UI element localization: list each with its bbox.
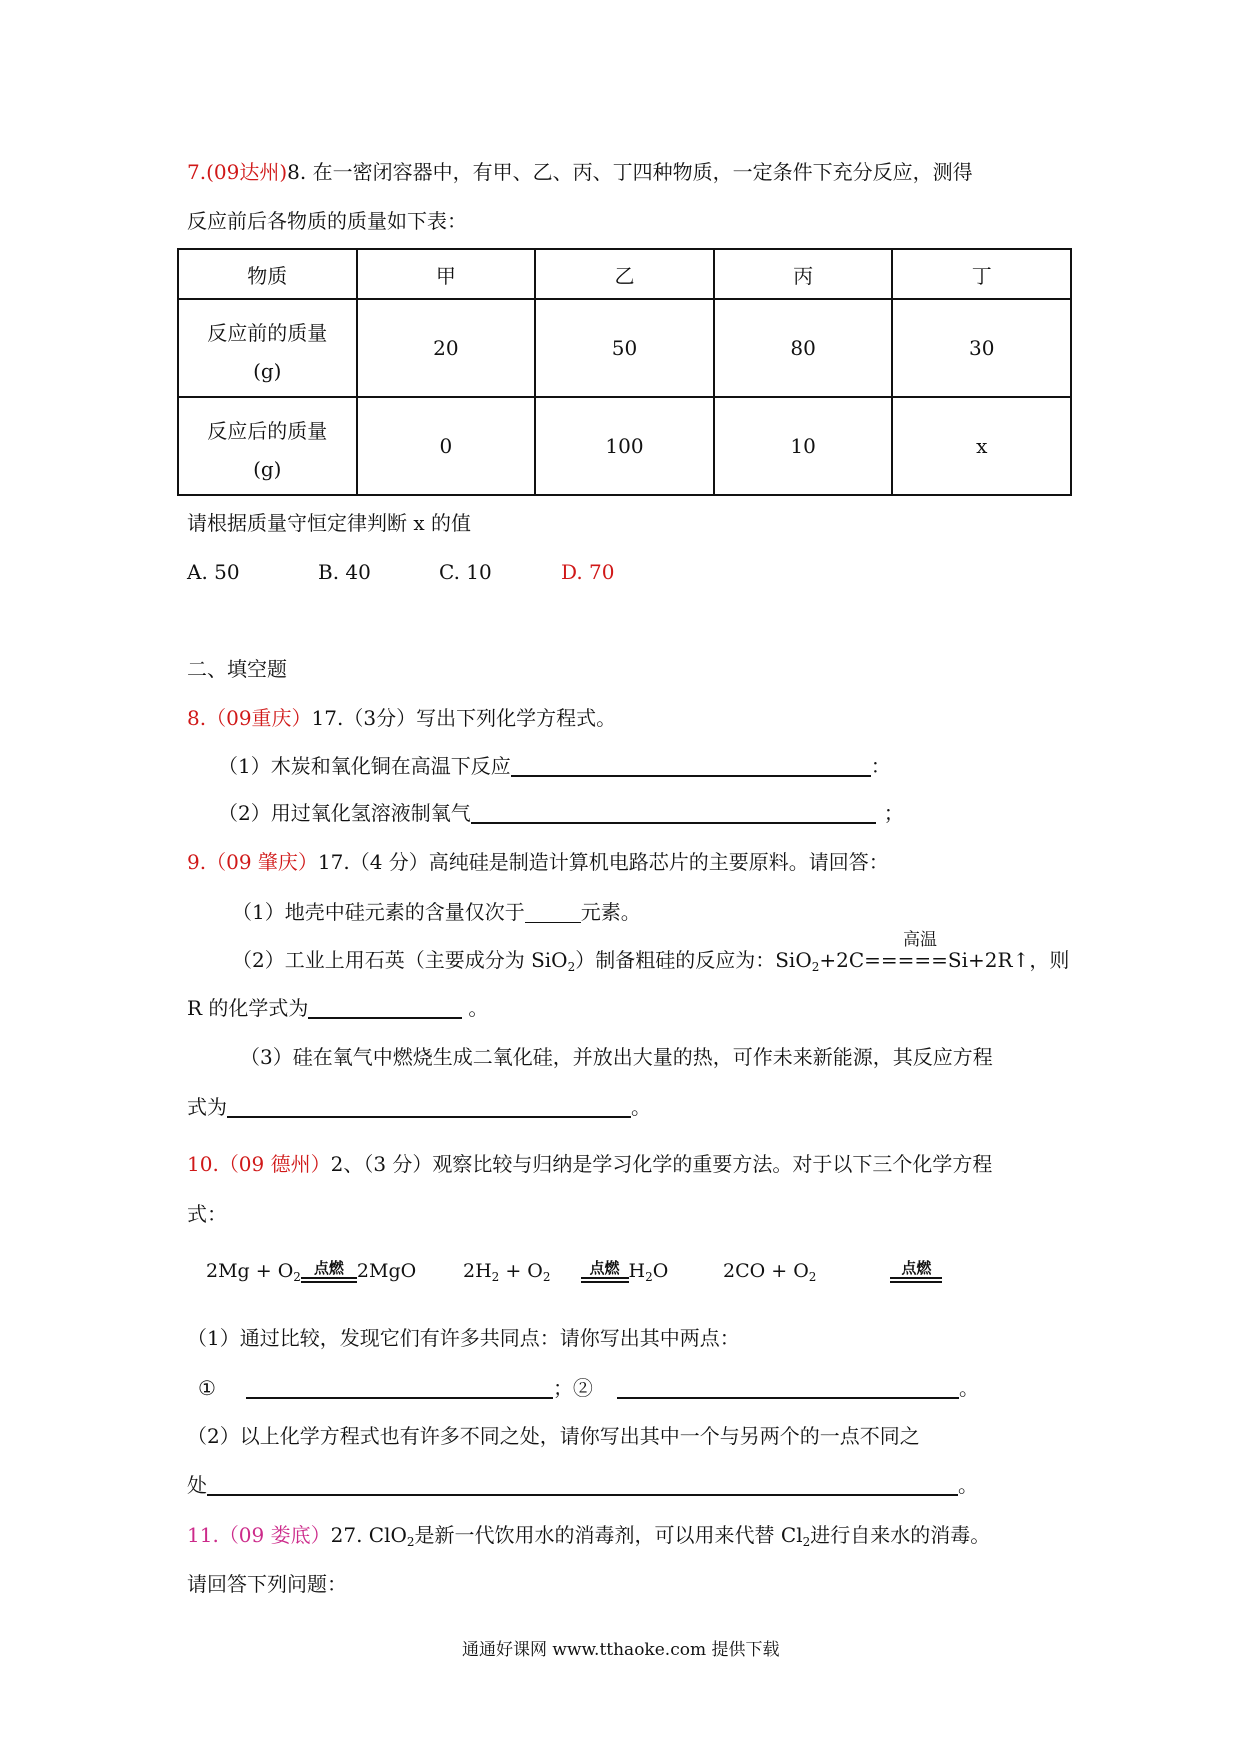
eq2-left: 2H: [463, 1260, 492, 1282]
q8-sub1-end: ：: [870, 754, 891, 778]
row-label-line2: (g): [253, 457, 282, 481]
table-cell: 100: [535, 397, 714, 495]
table-cell: 30: [892, 299, 1071, 397]
q9-sub2-text-c: +2C=====Si+2R↑，则: [819, 948, 1070, 972]
q9-sub2-text-b: ）制备粗硅的反应为：SiO: [575, 948, 812, 972]
q8-number: 8.: [187, 706, 207, 730]
row-label-line2: (g): [253, 359, 282, 383]
q9-sub2: （2）工业上用石英（主要成分为 SiO$_2$）制备粗硅的反应为：SiO$_2$+2C=====Si+2R↑，则: [232, 948, 1070, 974]
row-label-line1: 反应后的质量: [207, 419, 328, 443]
table-header-cell: 丁: [892, 249, 1071, 299]
q9-sub1-text: （1）地壳中硅元素的含量仅次于: [232, 900, 525, 924]
table-row: [178, 299, 1071, 397]
table-cell: 0: [357, 397, 536, 495]
q9-sub1: [232, 898, 641, 926]
q7-source: (09达州): [206, 160, 288, 184]
q10-sub2: （2）以上化学方程式也有许多不同之处，请你写出其中一个与另两个的一点不同之: [187, 1424, 920, 1448]
equation-2: $2H_2 + O_2$ 点燃 $H_2O$: [463, 1259, 669, 1284]
table-row: [178, 397, 1071, 495]
q9-source: （09 肇庆）: [206, 850, 318, 874]
table-header-cell: 物质: [178, 249, 357, 299]
q9-sub2-line2-text: R 的化学式为: [187, 996, 309, 1020]
reaction-arrow: [581, 1260, 629, 1283]
q7-line1: [187, 158, 973, 186]
q9-sub3-line2: [187, 1093, 651, 1121]
q8-sub2: [218, 799, 904, 827]
q8-sub2-text: （2）用过氧化氢溶液制氧气: [218, 801, 471, 825]
q8-sub1-text: （1）木炭和氧化铜在高温下反应: [218, 754, 511, 778]
answer-separator: ；②: [552, 1376, 593, 1400]
q8-source: （09重庆）: [206, 706, 312, 730]
page-footer: 通通好课网 www.tthaoke.com 提供下载: [462, 1640, 780, 1660]
q9-sub2-line2-end: 。: [468, 996, 489, 1020]
q11-text-a: 27. ClO: [330, 1523, 407, 1547]
q7-option-d: D. 70: [561, 560, 615, 584]
q9-number: 9.: [187, 850, 207, 874]
q11-text-b: 是新一代饮用水的消毒剂，可以用来代替 Cl: [414, 1523, 803, 1547]
table-row-label: [178, 397, 357, 495]
q7-option-b: B. 40: [318, 560, 371, 584]
q11-text-c: 进行自来水的消毒。: [810, 1523, 991, 1547]
answer-blank[interactable]: [617, 1375, 959, 1399]
q10-line2: 式：: [187, 1202, 227, 1226]
reaction-arrow: [301, 1260, 357, 1283]
eq2-right: H: [628, 1260, 646, 1282]
table-cell: 10: [714, 397, 893, 495]
table-header-cell: 乙: [535, 249, 714, 299]
q11-number: 11.: [187, 1523, 219, 1547]
q9-sub3: （3）硅在氧气中燃烧生成二氧化硅，并放出大量的热，可作未来新能源，其反应方程: [240, 1045, 993, 1069]
mass-table: [177, 248, 1072, 496]
eq2-right2: O: [652, 1260, 669, 1282]
reaction-arrow: [890, 1260, 942, 1283]
q10-sub2-line2-end: 。: [958, 1473, 978, 1497]
table-cell: 80: [714, 299, 893, 397]
table-cell: 20: [357, 299, 536, 397]
answer-blank[interactable]: [525, 902, 581, 923]
row-label-line1: 反应前的质量: [207, 321, 328, 345]
eq2-mid: + O: [499, 1260, 543, 1282]
q7-text: 8. 在一密闭容器中，有甲、乙、丙、丁四种物质，一定条件下充分反应，测得: [287, 160, 973, 184]
q10-sub1-answers: [198, 1374, 979, 1402]
arrow-condition: 点燃: [901, 1259, 932, 1277]
answer-blank[interactable]: [207, 1472, 958, 1496]
q7-number: 7.: [187, 160, 207, 184]
eq3-left: 2CO + O: [723, 1260, 809, 1282]
eq1-left: 2Mg + O: [206, 1260, 294, 1282]
table-row-label: [178, 299, 357, 397]
answer-blank[interactable]: [246, 1375, 553, 1399]
arrow-condition: 点燃: [313, 1259, 344, 1277]
equation-3: $2CO + O_2$ 点燃: [723, 1257, 942, 1291]
table-header-row: [178, 249, 1071, 299]
q7-option-a: A. 50: [187, 560, 240, 584]
answer-blank[interactable]: [471, 800, 876, 824]
answer-blank[interactable]: [308, 995, 462, 1019]
table-header-cell: 甲: [357, 249, 536, 299]
q11-source: （09 娄底）: [218, 1523, 331, 1547]
q7-option-c: C. 10: [439, 560, 492, 584]
reaction-condition-label: 高温: [903, 930, 937, 950]
answer-blank[interactable]: [511, 753, 871, 777]
q10-number: 10.: [187, 1152, 219, 1176]
q9-sub2-line2: [187, 994, 488, 1022]
q8-line1: [187, 704, 616, 732]
q9-sub1-end: 元素。: [580, 900, 641, 924]
q11-line2: 请回答下列问题：: [187, 1572, 347, 1596]
q10-sub2-line2-text: 处: [187, 1473, 207, 1497]
q8-text: 17.（3分）写出下列化学方程式。: [311, 706, 617, 730]
q10-sub1: （1）通过比较，发现它们有许多共同点：请你写出其中两点：: [187, 1326, 740, 1350]
q10-line1: [187, 1150, 992, 1178]
q9-line1: [187, 848, 889, 876]
answer-blank[interactable]: [227, 1094, 631, 1118]
q8-sub2-end: ；: [883, 801, 904, 825]
q9-text: 17.（4 分）高纯硅是制造计算机电路芯片的主要原料。请回答：: [317, 850, 889, 874]
table-header-cell: 丙: [714, 249, 893, 299]
answer-end: 。: [958, 1376, 979, 1400]
eq1-right: 2MgO: [356, 1260, 417, 1282]
q10-source: （09 德州）: [218, 1152, 331, 1176]
q7-prompt: 请根据质量守恒定律判断 x 的值: [187, 511, 471, 535]
table-cell: 50: [535, 299, 714, 397]
q10-text: 2、（3 分）观察比较与归纳是学习化学的重要方法。对于以下三个化学方程: [330, 1152, 993, 1176]
table-cell: x: [892, 397, 1071, 495]
q7-line2: 反应前后各物质的质量如下表：: [187, 209, 467, 233]
circle-one-marker: ①: [198, 1376, 216, 1400]
section-title: 二、填空题: [187, 657, 287, 681]
q11-line1: 11.（09 娄底）27. ClO$_2$是新一代饮用水的消毒剂，可以用来代替 $Cl_2$进行自来水的消毒。: [187, 1523, 991, 1549]
q9-sub2-text-a: （2）工业上用石英（主要成分为 SiO: [232, 948, 568, 972]
equation-1: $2Mg + O_2$ 点燃 2MgO: [206, 1259, 417, 1284]
q10-sub2-line2: [187, 1471, 978, 1499]
q8-sub1: [218, 752, 891, 780]
q9-sub3-line2-text: 式为: [187, 1095, 227, 1119]
q9-sub3-line2-end: 。: [631, 1095, 651, 1119]
arrow-condition: 点燃: [589, 1259, 620, 1277]
